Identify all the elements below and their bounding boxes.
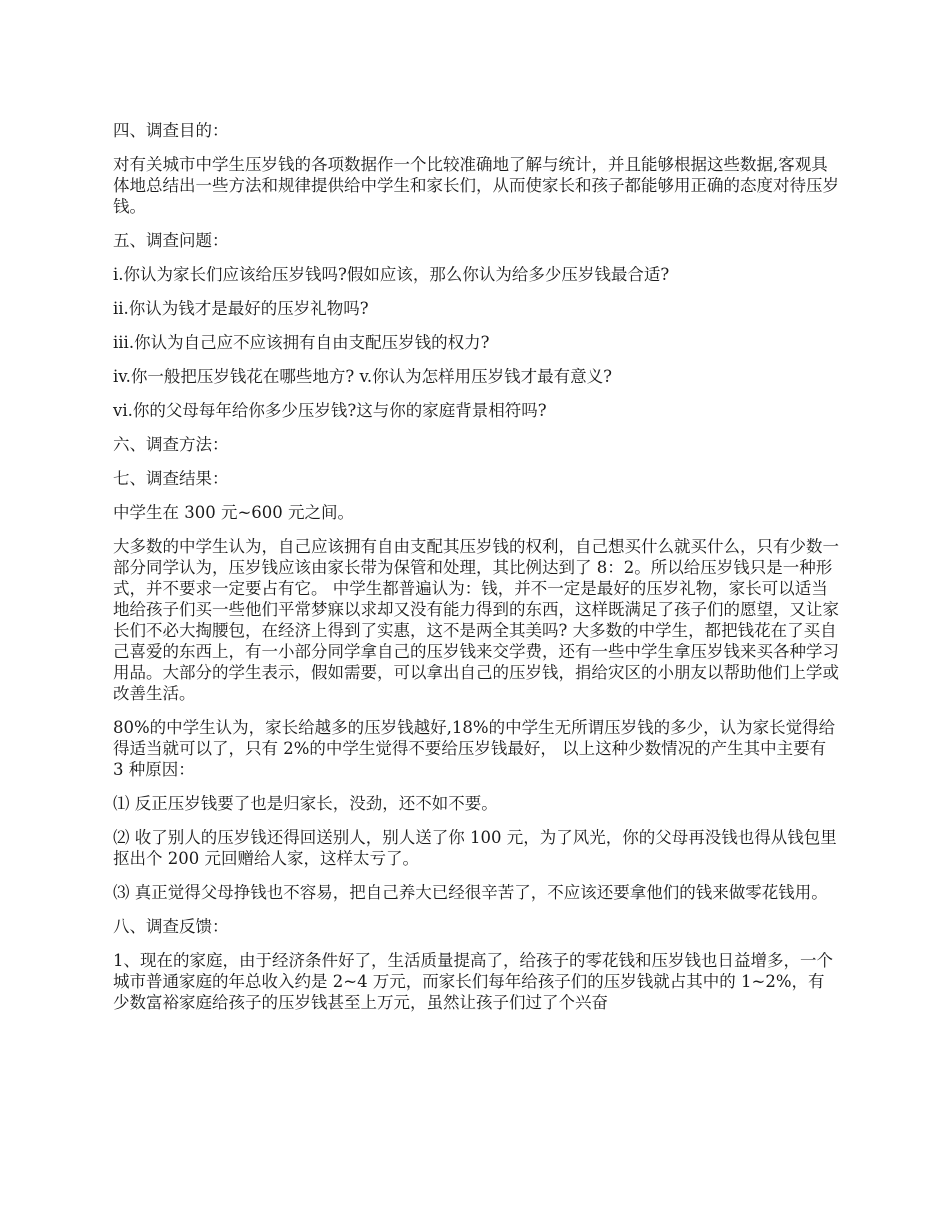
heading-survey-feedback: 八、调查反馈： <box>113 917 229 936</box>
paragraph-survey-purpose: 对有关城市中学生压岁钱的各项数据作一个比较准确地了解与统计，并且能够根据这些数据,客观具体地总结出一些方法和规律提供给中学生和家长们，从而使家长和孩子都能够用正确的态度对待压岁钱。 <box>113 155 839 216</box>
document-body <box>113 120 841 1026</box>
question-item-vi: vi.你的父母每年给你多少压岁钱?这与你的家庭背景相符吗? <box>113 401 547 420</box>
question-item-ii: ii.你认为钱才是最好的压岁礼物吗? <box>113 299 369 318</box>
question-item-i: i.你认为家长们应该给压岁钱吗?假如应该，那么你认为给多少压岁钱最合适? <box>113 265 670 284</box>
paragraph-amount-range: 中学生在 300 元~600 元之间。 <box>113 503 355 522</box>
reason-item-3: ⑶ 真正觉得父母挣钱也不容易，把自己养大已经很辛苦了，不应该还要拿他们的钱来做零花钱用。 <box>113 883 828 902</box>
heading-survey-questions: 五、调查问题： <box>113 231 229 250</box>
paragraph-results-main: 大多数的中学生认为，自己应该拥有自由支配其压岁钱的权利，自己想买什么就买什么，只有少数一部分同学认为，压岁钱应该由家长带为保管和处理，其比例达到了 8：2。所以给压岁钱只是一种形式，并不要求一定要占有它。 中学生都普遍认为：钱，并不一定是最好的压岁礼物，家长可以适当地给孩子们买一些他们平常梦寐以求却又没有能力得到的东西，这样既满足了孩子们的愿望，又让家长们不必大掏腰包，在经济上得到了实惠，这不是两全其美吗? 大多数的中学生，都把钱花在了买自己喜爱的东西上，有一小部分同学拿自己的压岁钱来交学费，还有一些中学生拿压岁钱来买各种学习用品。大部分的学生表示，假如需要，可以拿出自己的压岁钱，捐给灾区的小朋友以帮助他们上学或改善生活。 <box>113 537 839 703</box>
heading-survey-purpose: 四、调查目的： <box>113 121 229 140</box>
heading-survey-method: 六、调查方法： <box>113 435 229 454</box>
heading-survey-results: 七、调查结果： <box>113 469 229 488</box>
paragraph-results-percentages: 80%的中学生认为，家长给越多的压岁钱越好,18%的中学生无所谓压岁钱的多少，认为家长觉得给得适当就可以了，只有 2%的中学生觉得不要给压岁钱最好， 以上这种少数情况的产生其中主要有 3 种原因： <box>113 718 836 779</box>
reason-item-2: ⑵ 收了别人的压岁钱还得回送别人，别人送了你 100 元，为了风光，你的父母再没钱也得从钱包里抠出个 200 元回赠给人家，这样太亏了。 <box>113 828 837 868</box>
paragraph-feedback-1: 1、现在的家庭，由于经济条件好了，生活质量提高了，给孩子的零花钱和压岁钱也日益增多，一个城市普通家庭的年总收入约是 2~4 万元，而家长们每年给孩子们的压岁钱就占其中的 1~2%，有少数富裕家庭给孩子的压岁钱甚至上万元，虽然让孩子们过了个兴奋 <box>113 951 833 1012</box>
question-item-iii: iii.你认为自己应不应该拥有自由支配压岁钱的权力? <box>113 333 490 352</box>
question-item-iv-v: iv.你一般把压岁钱花在哪些地方? v.你认为怎样用压岁钱才最有意义? <box>113 367 612 386</box>
reason-item-1: ⑴ 反正压岁钱要了也是归家长，没劲，还不如不要。 <box>113 794 498 813</box>
